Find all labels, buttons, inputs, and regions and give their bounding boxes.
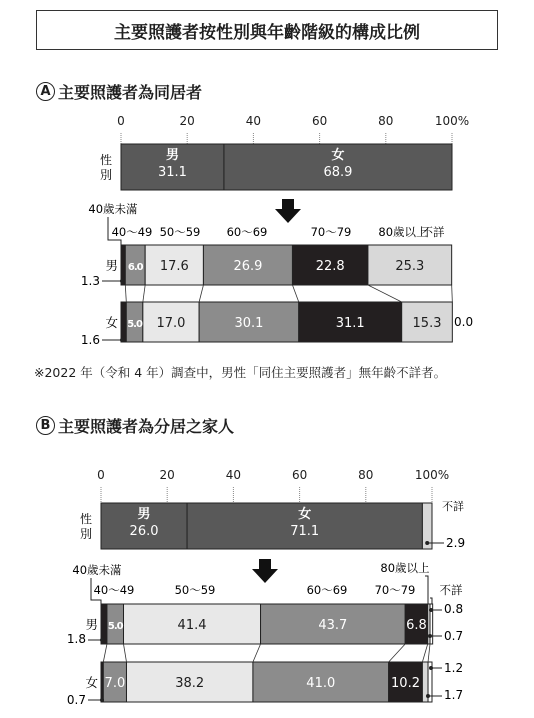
b-row-connector-5	[422, 644, 427, 662]
b-female-value-3: 41.0	[306, 676, 336, 691]
a-gender-value-0: 31.1	[157, 165, 187, 180]
b-age-category-0: 40歲未滿	[72, 563, 122, 577]
b-x-tick-0: 0	[97, 468, 105, 482]
b-gender-name-1: 女	[298, 507, 312, 522]
b-age-category-6: 不詳	[439, 583, 463, 597]
a-female-value-1: 5.0	[127, 319, 142, 330]
page-title: 主要照護者按性別與年齡階級的構成比例	[36, 10, 498, 50]
a-male-value-2: 17.6	[159, 259, 189, 274]
b-gender-name-0: 男	[137, 507, 151, 522]
a-female-value-6: 0.0	[454, 315, 474, 329]
a-x-tick-4: 80	[378, 114, 394, 128]
b-gender-row-label-1: 性	[79, 512, 93, 526]
a-x-tick-2: 40	[245, 114, 262, 128]
a-age-category-1: 40～49	[111, 225, 153, 239]
b-male-value-6: 0.8	[444, 602, 464, 616]
b-series-name-1: 女	[85, 675, 98, 690]
a-gender-name-1: 女	[331, 148, 345, 163]
section-a-badge: A	[36, 82, 55, 101]
a-male-value-dot-0	[120, 279, 124, 283]
a-x-tick-0: 0	[117, 114, 125, 128]
a-female-value-dot-0	[120, 338, 124, 342]
a-gender-value-1: 68.9	[323, 165, 353, 180]
b-female-value-2: 38.2	[175, 676, 205, 691]
b-age-category-1: 40～49	[93, 583, 135, 597]
a-age-category-2: 50～59	[159, 225, 201, 239]
a-x-tick-5: 100%	[434, 114, 470, 128]
b-female-value-dot-0	[100, 698, 104, 702]
b-female-value-dot-5	[426, 694, 430, 698]
b-male-value-0: 1.8	[66, 632, 86, 646]
a-female-value-3: 30.1	[234, 316, 264, 331]
b-male-value-5: 0.7	[444, 629, 464, 643]
a-x-tick-3: 60	[311, 114, 328, 128]
b-gender-value-0: 26.0	[129, 524, 159, 539]
b-male-value-1: 5.0	[107, 621, 123, 632]
b-age-category-3: 60～69	[306, 583, 348, 597]
b-female-value-dot-6	[429, 666, 433, 670]
a-age-category-4: 70～79	[310, 225, 352, 239]
a-row-connector-2	[143, 285, 145, 302]
b-female-value-5: 1.7	[444, 688, 464, 702]
b-row-connector-6	[428, 644, 430, 662]
a-male-value-3: 26.9	[233, 259, 263, 274]
b-x-tick-4: 80	[358, 468, 374, 482]
a-row-connector-6	[452, 285, 453, 302]
a-x-tick-1: 20	[179, 114, 195, 128]
a-male-value-5: 25.3	[395, 259, 425, 274]
a-male-value-1: 6.0	[127, 262, 143, 273]
b-gender-value-1: 71.1	[290, 524, 320, 539]
b-series-name-0: 男	[85, 617, 98, 632]
b-row-connector-1	[103, 644, 107, 662]
a-gender-row-label-2: 別	[99, 168, 113, 182]
b-gender-value-2: 2.9	[446, 536, 466, 550]
b-x-tick-2: 40	[225, 468, 242, 482]
b-row-connector-4	[389, 644, 406, 662]
b-male-value-3: 43.7	[318, 618, 348, 633]
b-row-connector-2	[124, 644, 127, 662]
b-female-value-1: 7.0	[104, 676, 126, 691]
b-female-value-6: 1.2	[444, 661, 464, 675]
b-age-category-2: 50～59	[174, 583, 216, 597]
a-down-arrow	[275, 199, 301, 223]
b-male-value-dot-5	[428, 634, 432, 638]
a-series-name-1: 女	[105, 315, 118, 330]
b-gender-row-label-2: 別	[79, 527, 93, 541]
b-row-connector-3	[253, 644, 261, 662]
section-a-title-text: 主要照護者為同居者	[58, 83, 203, 102]
b-age-category-5: 80歲以上	[380, 561, 430, 575]
a-male-value-0: 1.3	[80, 274, 100, 288]
a-female-value-0: 1.6	[80, 333, 100, 347]
b-category-leader-1	[425, 576, 428, 604]
a-female-value-5: 15.3	[412, 316, 442, 331]
b-down-arrow	[252, 559, 278, 583]
footnote: ※2022 年（令和 4 年）調查中，男性「同住主要照護者」無年齡不詳者。	[34, 365, 447, 380]
a-row-connector-5	[368, 285, 402, 302]
a-row-connector-3	[199, 285, 203, 302]
b-gender-unk-dot	[425, 541, 429, 545]
a-gender-row-label-1: 性	[99, 153, 113, 167]
b-female-value-4: 10.2	[391, 676, 420, 691]
b-x-tick-1: 20	[159, 468, 175, 482]
b-male-value-4: 6.8	[406, 618, 427, 633]
b-male-value-2: 41.4	[177, 618, 207, 633]
b-male-value-dot-0	[100, 638, 104, 642]
a-female-value-2: 17.0	[156, 316, 186, 331]
b-gender-name-2: 不詳	[442, 500, 464, 513]
b-x-tick-3: 60	[291, 468, 308, 482]
b-male-age-bar-0	[101, 604, 107, 644]
a-series-name-0: 男	[105, 258, 118, 273]
a-gender-name-0: 男	[165, 148, 179, 163]
section-b-title-text: 主要照護者為分居之家人	[58, 417, 235, 436]
section-b-badge: B	[36, 416, 55, 435]
a-row-connector-4	[292, 285, 298, 302]
b-x-tick-5: 100%	[414, 468, 450, 482]
a-row-connector-1	[125, 285, 126, 302]
a-age-category-3: 60～69	[226, 225, 268, 239]
a-male-value-4: 22.8	[315, 259, 345, 274]
a-age-category-5: 80歲以上	[378, 225, 428, 239]
b-age-category-4: 70～79	[374, 583, 416, 597]
a-age-category-6: 不詳	[421, 225, 445, 239]
b-female-value-0: 0.7	[66, 693, 86, 707]
a-female-age-bar-0	[121, 302, 126, 342]
a-male-age-bar-0	[121, 245, 125, 285]
a-female-value-4: 31.1	[335, 316, 365, 331]
b-male-value-dot-6	[429, 608, 433, 612]
a-age-category-0: 40歲未滿	[88, 202, 138, 216]
